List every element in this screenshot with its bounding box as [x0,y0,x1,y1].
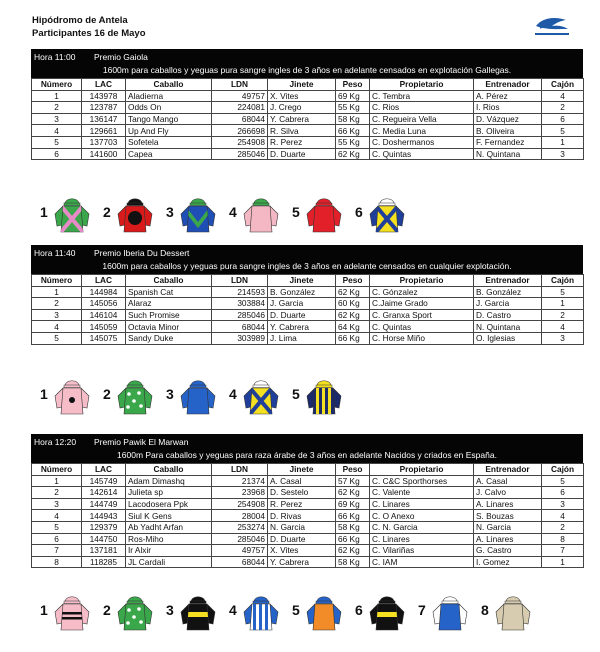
cell-caballo: Sofetela [126,136,212,148]
cell-jinete: D. Duarte [268,309,336,321]
table-row [32,521,584,533]
silk-item [229,590,292,634]
cell-caballo: Such Promise [126,309,212,321]
silk-item [103,590,166,634]
cell-cajon: 1 [542,136,584,148]
race-header [31,434,583,463]
cell-peso: 60 Kg [336,298,370,310]
jockey-silk-icon [178,374,218,418]
cell-propietario: C. C&C Sporthorses [370,475,474,487]
cell-lac: 145056 [82,298,126,310]
cell-cajon: 4 [542,510,584,522]
column-header-entrenador: Entrenador [474,79,542,91]
column-header-peso: Peso [336,79,370,91]
table-row [32,545,584,557]
silk-item [292,590,355,634]
jockey-silk-icon [241,374,281,418]
cell-propietario: C. Gónzalez [370,286,474,298]
silk-item [229,192,292,236]
cell-propietario: C. Quintas [370,321,474,333]
silk-number: 6 [355,204,363,220]
cell-jinete: X. Vites [268,90,336,102]
jockey-club-logo-icon [532,14,572,40]
cell-jinete: A. Casal [268,475,336,487]
cell-numero: 8 [32,556,82,568]
column-header-peso: Peso [336,275,370,287]
silk-number: 5 [292,204,300,220]
table-row [32,125,584,137]
table-row [32,533,584,545]
cell-caballo: Capea [126,148,212,160]
race-name: Premio Iberia Du Dessert [94,248,190,258]
table-row [32,510,584,522]
table-row [32,556,584,568]
cell-ldn: 285046 [212,148,268,160]
race-section-1 [31,49,583,160]
document-subtitle: Participantes 16 de Mayo [32,28,146,39]
cell-lac: 123787 [82,102,126,114]
cell-lac: 145059 [82,321,126,333]
silk-number: 5 [292,602,300,618]
jockey-silk-icon [304,192,344,236]
cell-caballo: Lacodosera Ppk [126,498,212,510]
silk-item [166,590,229,634]
column-header-numero: Número [32,79,82,91]
cell-numero: 2 [32,487,82,499]
column-header-propietario: Propietario [370,464,474,476]
cell-peso: 57 Kg [336,475,370,487]
race-time: Hora 11:40 [34,248,76,258]
table-row [32,475,584,487]
cell-lac: 137703 [82,136,126,148]
cell-caballo: Spanish Cat [126,286,212,298]
cell-jinete: J. Lima [268,332,336,344]
cell-peso: 69 Kg [336,498,370,510]
cell-propietario: C. Valente [370,487,474,499]
silk-number: 3 [166,204,174,220]
race-header [31,245,583,274]
column-header-entrenador: Entrenador [474,464,542,476]
silk-item [292,192,355,236]
cell-jinete: J. Crego [268,102,336,114]
silk-number: 2 [103,602,111,618]
participants-table [31,274,584,345]
cell-entrenador: D. Castro [474,309,542,321]
cell-numero: 3 [32,113,82,125]
jockey-silk-icon [178,192,218,236]
silk-item [40,192,103,236]
cell-cajon: 2 [542,521,584,533]
cell-lac: 145075 [82,332,126,344]
table-row [32,113,584,125]
cell-ldn: 214593 [212,286,268,298]
silk-number: 6 [355,602,363,618]
silk-number: 4 [229,602,237,618]
cell-propietario: C. Media Luna [370,125,474,137]
cell-numero: 6 [32,533,82,545]
column-header-propietario: Propietario [370,79,474,91]
silk-number: 1 [40,204,48,220]
silk-item [292,374,355,418]
cell-numero: 1 [32,475,82,487]
silk-number: 1 [40,386,48,402]
cell-caballo: Octavia Minor [126,321,212,333]
column-header-numero: Número [32,275,82,287]
silk-number: 8 [481,602,489,618]
jockey-silk-icon [178,590,218,634]
cell-cajon: 3 [542,332,584,344]
silk-number: 3 [166,602,174,618]
table-row [32,487,584,499]
cell-jinete: D. Duarte [268,533,336,545]
cell-cajon: 5 [542,475,584,487]
cell-caballo: Julieta sp [126,487,212,499]
cell-caballo: Ros-Miho [126,533,212,545]
cell-jinete: D. Duarte [268,148,336,160]
table-row [32,309,584,321]
cell-entrenador: S. Bouzas [474,510,542,522]
column-header-cajon: Cajón [542,79,584,91]
cell-ldn: 254908 [212,136,268,148]
silk-number: 5 [292,386,300,402]
cell-peso: 66 Kg [336,332,370,344]
cell-numero: 5 [32,332,82,344]
cell-entrenador: G. Castro [474,545,542,557]
cell-cajon: 6 [542,487,584,499]
race-section-3 [31,434,583,568]
silk-item [355,192,418,236]
column-header-lac: LAC [82,79,126,91]
cell-propietario: C. Horse Miño [370,332,474,344]
jockey-silk-icon [367,590,407,634]
table-row [32,136,584,148]
cell-peso: 58 Kg [336,113,370,125]
cell-entrenador: A. Casal [474,475,542,487]
cell-ldn: 68044 [212,321,268,333]
cell-jinete: R. Silva [268,125,336,137]
column-header-numero: Número [32,464,82,476]
cell-ldn: 254908 [212,498,268,510]
cell-lac: 136147 [82,113,126,125]
jockey-silk-icon [304,590,344,634]
cell-propietario: C. Tembra [370,90,474,102]
cell-caballo: Alaraz [126,298,212,310]
cell-propietario: C. Linares [370,533,474,545]
cell-lac: 144984 [82,286,126,298]
cell-ldn: 21374 [212,475,268,487]
column-header-lac: LAC [82,464,126,476]
cell-caballo: Ir Alxir [126,545,212,557]
cell-lac: 144749 [82,498,126,510]
cell-numero: 4 [32,510,82,522]
cell-ldn: 303989 [212,332,268,344]
cell-cajon: 7 [542,545,584,557]
cell-entrenador: N. Quintana [474,321,542,333]
cell-cajon: 1 [542,556,584,568]
cell-caballo: Adam Dimashq [126,475,212,487]
cell-ldn: 68044 [212,113,268,125]
document-title: Hipódromo de Antela [32,15,128,26]
column-header-caballo: Caballo [126,79,212,91]
cell-lac: 144943 [82,510,126,522]
cell-jinete: D. Sestelo [268,487,336,499]
cell-jinete: J. Garcia [268,298,336,310]
cell-jinete: Y. Cabrera [268,556,336,568]
jockey-silk-icon [493,590,533,634]
jockey-silk-icon [52,192,92,236]
cell-entrenador: F. Fernandez [474,136,542,148]
silk-number: 4 [229,386,237,402]
silk-item [481,590,544,634]
cell-jinete: Y. Cabrera [268,113,336,125]
cell-ldn: 285046 [212,533,268,545]
table-row [32,90,584,102]
cell-caballo: Sandy Duke [126,332,212,344]
jockey-silk-icon [241,192,281,236]
cell-lac: 137181 [82,545,126,557]
cell-lac: 129379 [82,521,126,533]
cell-numero: 4 [32,321,82,333]
silk-number: 2 [103,204,111,220]
cell-jinete: Y. Cabrera [268,321,336,333]
cell-peso: 66 Kg [336,510,370,522]
table-row [32,298,584,310]
silk-number: 3 [166,386,174,402]
silk-item [40,590,103,634]
cell-ldn: 224081 [212,102,268,114]
column-header-cajon: Cajón [542,275,584,287]
column-header-caballo: Caballo [126,464,212,476]
cell-cajon: 4 [542,321,584,333]
cell-cajon: 4 [542,90,584,102]
cell-entrenador: J. Garcia [474,298,542,310]
cell-peso: 62 Kg [336,545,370,557]
silk-item [355,590,418,634]
table-header-row [32,464,584,476]
cell-caballo: Tango Mango [126,113,212,125]
cell-numero: 3 [32,498,82,510]
jockey-silk-icon [430,590,470,634]
cell-entrenador: A. Pérez [474,90,542,102]
cell-jinete: D. Rivas [268,510,336,522]
race-time: Hora 11:00 [34,52,76,62]
cell-ldn: 303884 [212,298,268,310]
cell-lac: 118285 [82,556,126,568]
participants-table [31,78,584,160]
cell-lac: 146104 [82,309,126,321]
column-header-jinete: Jinete [268,464,336,476]
column-header-ldn: LDN [212,464,268,476]
cell-entrenador: D. Vázquez [474,113,542,125]
cell-cajon: 8 [542,533,584,545]
cell-entrenador: B. González [474,286,542,298]
cell-peso: 66 Kg [336,533,370,545]
cell-cajon: 5 [542,286,584,298]
column-header-jinete: Jinete [268,79,336,91]
column-header-propietario: Propietario [370,275,474,287]
cell-propietario: C.Jaime Grado [370,298,474,310]
cell-propietario: C. Doshermanos [370,136,474,148]
cell-lac: 143978 [82,90,126,102]
cell-lac: 142614 [82,487,126,499]
cell-caballo: Aladierna [126,90,212,102]
silk-item [103,192,166,236]
table-row [32,148,584,160]
cell-cajon: 3 [542,148,584,160]
cell-entrenador: A. Linares [474,498,542,510]
cell-peso: 58 Kg [336,521,370,533]
cell-ldn: 68044 [212,556,268,568]
cell-lac: 129661 [82,125,126,137]
column-header-entrenador: Entrenador [474,275,542,287]
cell-cajon: 1 [542,298,584,310]
cell-entrenador: I. Rios [474,102,542,114]
cell-jinete: X. Vites [268,545,336,557]
cell-peso: 62 Kg [336,286,370,298]
silk-number: 2 [103,386,111,402]
silk-item [40,374,103,418]
cell-caballo: Odds On [126,102,212,114]
cell-entrenador: A. Linares [474,533,542,545]
race-section-2 [31,245,583,345]
silk-number: 1 [40,602,48,618]
column-header-peso: Peso [336,464,370,476]
cell-propietario: C. N. Garcia [370,521,474,533]
cell-peso: 62 Kg [336,487,370,499]
cell-lac: 145749 [82,475,126,487]
cell-numero: 6 [32,148,82,160]
race-time: Hora 12:20 [34,437,77,447]
cell-propietario: C. O Anexo [370,510,474,522]
document-header [32,14,572,44]
jockey-silk-icon [52,374,92,418]
cell-peso: 55 Kg [336,136,370,148]
cell-ldn: 285046 [212,309,268,321]
cell-propietario: C. Regueira Vella [370,113,474,125]
cell-caballo: Up And Fly [126,125,212,137]
cell-numero: 3 [32,309,82,321]
column-header-cajon: Cajón [542,464,584,476]
table-row [32,102,584,114]
cell-caballo: Ab Yadht Arfan [126,521,212,533]
cell-cajon: 2 [542,309,584,321]
cell-propietario: C. Vilariñas [370,545,474,557]
cell-caballo: Siul K Gens [126,510,212,522]
cell-cajon: 3 [542,498,584,510]
column-header-ldn: LDN [212,79,268,91]
column-header-caballo: Caballo [126,275,212,287]
cell-peso: 58 Kg [336,556,370,568]
table-row [32,498,584,510]
cell-peso: 66 Kg [336,125,370,137]
cell-cajon: 2 [542,102,584,114]
cell-propietario: C. Granxa Sport [370,309,474,321]
cell-entrenador: N. Garcia [474,521,542,533]
jockey-silk-icon [115,192,155,236]
cell-numero: 5 [32,521,82,533]
jockey-silk-icon [115,374,155,418]
cell-numero: 5 [32,136,82,148]
cell-entrenador: O. Iglesias [474,332,542,344]
table-row [32,321,584,333]
silk-number: 7 [418,602,426,618]
table-row [32,332,584,344]
cell-ldn: 49757 [212,90,268,102]
cell-peso: 62 Kg [336,148,370,160]
cell-numero: 7 [32,545,82,557]
cell-ldn: 49757 [212,545,268,557]
cell-entrenador: J. Calvo [474,487,542,499]
cell-ldn: 23968 [212,487,268,499]
race-name: Premio Pawik El Marwan [94,437,189,447]
silk-item [166,192,229,236]
table-header-row [32,275,584,287]
cell-jinete: B. González [268,286,336,298]
cell-jinete: R. Perez [268,136,336,148]
table-header-row [32,79,584,91]
cell-peso: 55 Kg [336,102,370,114]
race-name: Premio Gaiola [94,52,148,62]
cell-propietario: C. Rios [370,102,474,114]
table-row [32,286,584,298]
cell-cajon: 5 [542,125,584,137]
cell-numero: 2 [32,102,82,114]
cell-lac: 141600 [82,148,126,160]
race-conditions: 1600m para caballos y yeguas pura sangre ingles de 3 años en adelante censados en explotación Gallegas. [102,65,512,75]
cell-ldn: 28004 [212,510,268,522]
cell-propietario: C. Quintas [370,148,474,160]
column-header-lac: LAC [82,275,126,287]
jockey-silk-icon [115,590,155,634]
cell-ldn: 253274 [212,521,268,533]
race-conditions: 1600m para caballos y yeguas pura sangre ingles de 3 años en adelante censados en cualquier explotación. [102,261,512,271]
race-header [31,49,583,78]
cell-peso: 62 Kg [336,309,370,321]
participants-table [31,463,584,568]
silk-item [103,374,166,418]
silk-number: 4 [229,204,237,220]
cell-cajon: 6 [542,113,584,125]
cell-caballo: JL Cardali [126,556,212,568]
jockey-silk-icon [367,192,407,236]
cell-numero: 1 [32,286,82,298]
jockey-silk-icon [52,590,92,634]
column-header-ldn: LDN [212,275,268,287]
cell-entrenador: N. Quintana [474,148,542,160]
cell-numero: 2 [32,298,82,310]
cell-peso: 69 Kg [336,90,370,102]
jockey-silk-icon [241,590,281,634]
cell-jinete: R. Perez [268,498,336,510]
cell-numero: 4 [32,125,82,137]
cell-numero: 1 [32,90,82,102]
cell-lac: 144750 [82,533,126,545]
cell-propietario: C. Linares [370,498,474,510]
silk-item [229,374,292,418]
jockey-silk-icon [304,374,344,418]
cell-propietario: C. IAM [370,556,474,568]
silk-item [166,374,229,418]
cell-jinete: N. Garcia [268,521,336,533]
silk-item [418,590,481,634]
cell-ldn: 266698 [212,125,268,137]
cell-entrenador: I. Gomez [474,556,542,568]
column-header-jinete: Jinete [268,275,336,287]
cell-peso: 64 Kg [336,321,370,333]
cell-entrenador: B. Oliveira [474,125,542,137]
race-conditions: 1600m Para caballos y yeguas para raza árabe de 3 años en adelante Nacidos y criados en España. [117,450,497,460]
